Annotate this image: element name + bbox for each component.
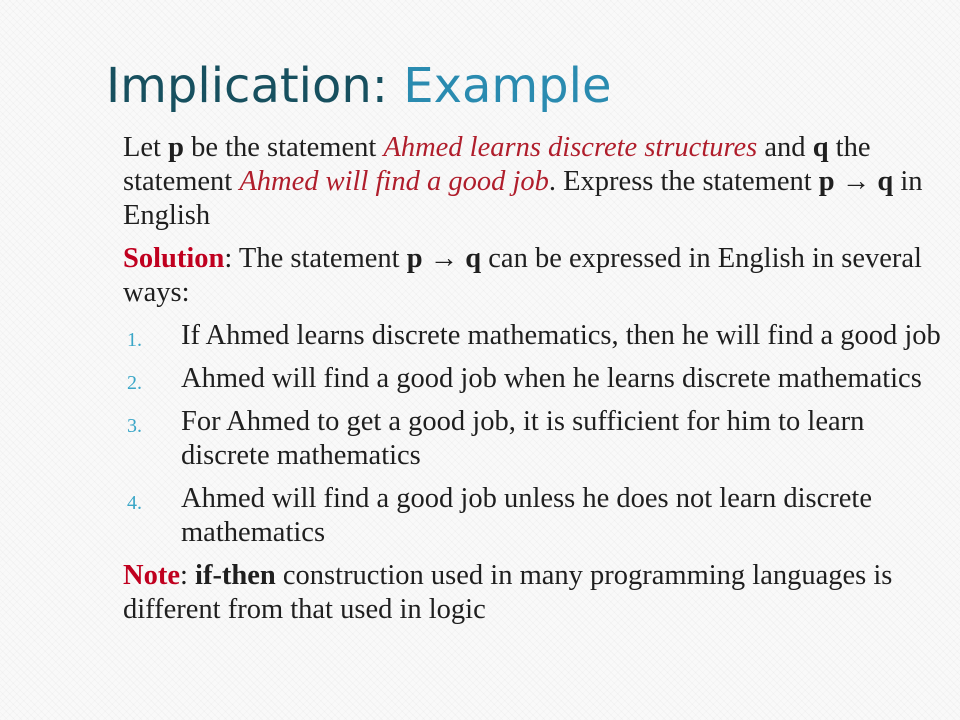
note-paragraph [123, 559, 953, 627]
intro-be-text: be the statement [183, 132, 384, 163]
list-number: 2. [127, 372, 142, 394]
slide-content [123, 131, 953, 627]
intro-p-variable: p [168, 132, 184, 163]
list-item [123, 362, 953, 396]
list-item [123, 405, 953, 473]
note-colon: : [179, 560, 196, 591]
solution-text-before: : The statement [224, 243, 407, 274]
solution-text-after: can be expressed in English in several ways: [123, 243, 922, 308]
note-keyword: if-then [195, 560, 276, 591]
list-item-text: Ahmed will find a good job unless he does not learn discrete mathematics [181, 483, 872, 548]
intro-in-english: in English [123, 166, 923, 231]
intro-q-variable: q [812, 132, 829, 163]
list-item-text: For Ahmed to get a good job, it is sufficient for him to learn discrete mathematics [181, 406, 865, 471]
title-main: Implication: [106, 58, 404, 114]
solution-label: Solution [123, 243, 225, 274]
note-text: construction used in many programming languages is different from that used in logic [123, 560, 893, 625]
list-item [123, 482, 953, 550]
intro-express-text: . Express the statement [548, 166, 819, 197]
list-item-text: If Ahmed learns discrete mathematics, then he will find a good job [181, 320, 941, 351]
list-item-text: Ahmed will find a good job when he learns discrete mathematics [181, 363, 922, 394]
intro-the-statement: the statement [123, 132, 871, 197]
title-accent: Example [403, 58, 612, 114]
list-number: 4. [127, 492, 142, 514]
list-number: 1. [127, 329, 142, 351]
ways-list [123, 319, 953, 550]
solution-paragraph [123, 242, 953, 310]
solution-implication: p → q [406, 243, 482, 274]
list-item [123, 319, 953, 353]
intro-q-statement: Ahmed will find a good job [239, 166, 549, 197]
intro-and-text: and [757, 132, 813, 163]
intro-p-statement: Ahmed learns discrete structures [383, 132, 758, 163]
intro-let: Let [123, 132, 169, 163]
list-number: 3. [127, 415, 142, 437]
intro-paragraph [123, 131, 953, 233]
intro-implication: p → q [818, 166, 894, 197]
note-label: Note [123, 560, 180, 591]
slide-title [106, 54, 611, 118]
